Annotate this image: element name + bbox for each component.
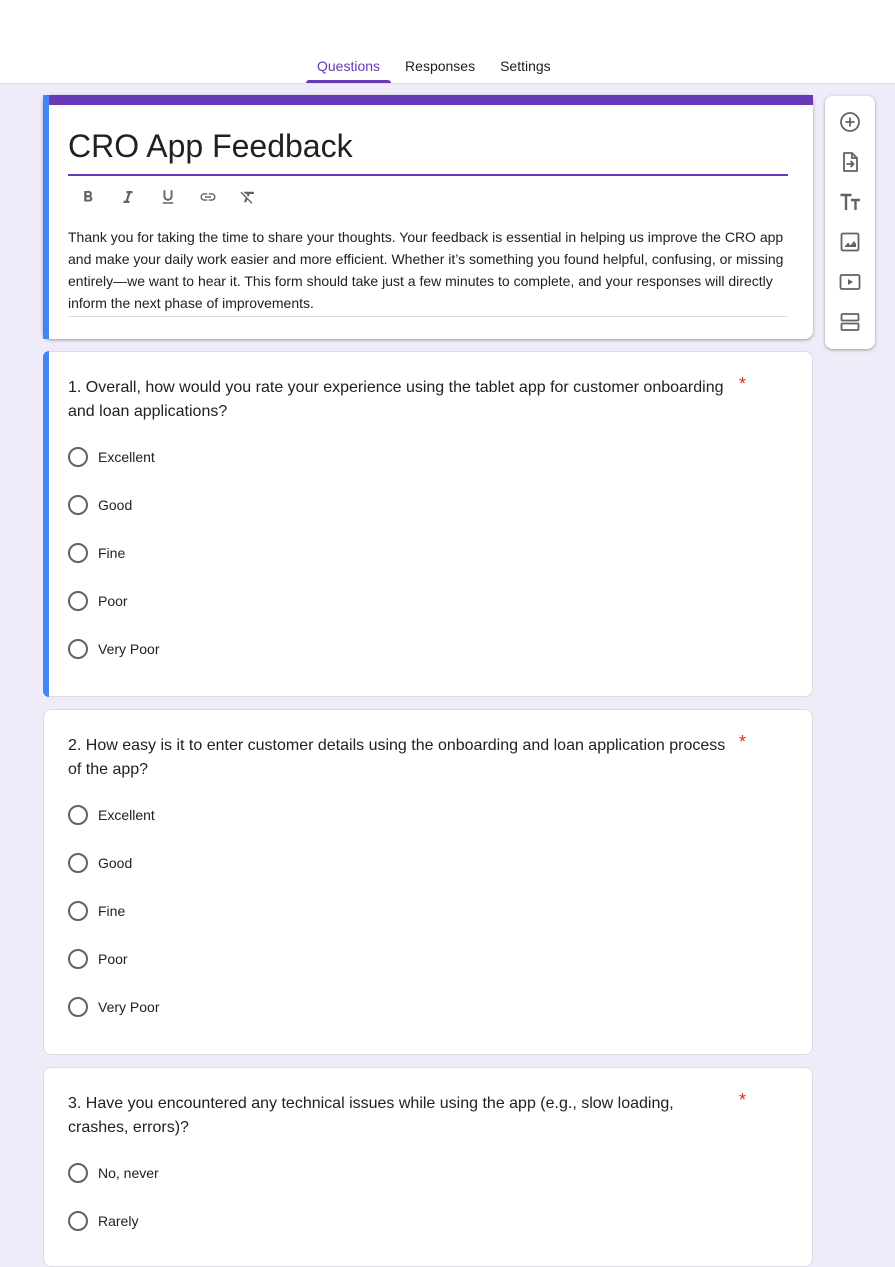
- radio-button[interactable]: [68, 949, 88, 969]
- option-label: Good: [98, 855, 133, 871]
- question-card-2[interactable]: [43, 709, 813, 1055]
- radio-button[interactable]: [68, 1211, 88, 1231]
- radio-button[interactable]: [68, 805, 88, 825]
- option-label: No, never: [98, 1165, 159, 1181]
- radio-option[interactable]: [68, 1197, 159, 1245]
- radio-button[interactable]: [68, 1163, 88, 1183]
- import-questions-icon[interactable]: [838, 150, 862, 174]
- radio-button[interactable]: [68, 591, 88, 611]
- form-title-input[interactable]: CRO App Feedback: [68, 125, 788, 176]
- radio-option[interactable]: [68, 935, 159, 983]
- radio-button[interactable]: [68, 901, 88, 921]
- option-label: Excellent: [98, 807, 155, 823]
- option-label: Very Poor: [98, 641, 160, 657]
- question-title: 2. How easy is it to enter customer details using the onboarding and loan application process of the app?: [68, 737, 726, 778]
- radio-option[interactable]: [68, 481, 159, 529]
- option-list: [68, 1149, 159, 1245]
- radio-option[interactable]: [68, 577, 159, 625]
- question-title: 3. Have you encountered any technical issues while using the app (e.g., slow loading, crashes, errors)?: [68, 1095, 674, 1136]
- option-label: Excellent: [98, 449, 155, 465]
- option-label: Poor: [98, 593, 128, 609]
- link-icon[interactable]: [198, 186, 218, 208]
- required-asterisk: *: [739, 374, 747, 394]
- radio-button[interactable]: [68, 543, 88, 563]
- tab-settings[interactable]: Settings: [500, 58, 551, 74]
- required-asterisk: *: [739, 732, 747, 752]
- radio-button[interactable]: [68, 639, 88, 659]
- option-label: Rarely: [98, 1213, 139, 1229]
- radio-option[interactable]: [68, 839, 159, 887]
- add-section-icon[interactable]: [838, 310, 862, 334]
- option-label: Good: [98, 497, 133, 513]
- add-video-icon[interactable]: [838, 270, 862, 294]
- focus-indicator: [43, 351, 49, 697]
- radio-button[interactable]: [68, 447, 88, 467]
- question-card-1[interactable]: [43, 351, 813, 697]
- radio-option[interactable]: [68, 529, 159, 577]
- question-card-3[interactable]: [43, 1067, 813, 1267]
- option-label: Poor: [98, 951, 128, 967]
- bold-icon[interactable]: [78, 186, 98, 208]
- add-question-icon[interactable]: [838, 110, 862, 134]
- radio-button[interactable]: [68, 853, 88, 873]
- radio-button[interactable]: [68, 997, 88, 1017]
- italic-icon[interactable]: [118, 186, 138, 208]
- top-bar: [0, 0, 895, 84]
- option-list: [68, 791, 159, 1031]
- form-header-card[interactable]: [43, 95, 813, 339]
- radio-option[interactable]: [68, 791, 159, 839]
- form-tabs: [306, 52, 562, 83]
- floating-toolbar: [825, 96, 875, 349]
- add-title-icon[interactable]: [838, 190, 862, 214]
- required-asterisk: *: [739, 1090, 747, 1110]
- option-list: [68, 433, 159, 673]
- radio-option[interactable]: [68, 887, 159, 935]
- focus-indicator: [43, 95, 49, 339]
- option-label: Fine: [98, 903, 126, 919]
- question-title: 1. Overall, how would you rate your experience using the tablet app for customer onboarding and loan applications?: [68, 379, 724, 420]
- tab-responses[interactable]: Responses: [405, 58, 476, 74]
- radio-option[interactable]: [68, 983, 159, 1031]
- text-format-toolbar: [78, 186, 258, 208]
- header-accent-stripe: [43, 95, 813, 105]
- option-label: Fine: [98, 545, 126, 561]
- underline-icon[interactable]: [158, 186, 178, 208]
- radio-option[interactable]: [68, 433, 159, 481]
- add-image-icon[interactable]: [838, 230, 862, 254]
- tab-questions[interactable]: Questions: [306, 52, 391, 83]
- form-description-input[interactable]: Thank you for taking the time to share your thoughts. Your feedback is essential in helping us improve the CRO app and make your daily work easier and more efficient. Whether it’s something you found helpful, confusing, or missing entirely—we want to hear it. This form should take just a few minutes to complete, and your responses will directly inform the next phase of improvements.: [68, 226, 788, 317]
- radio-button[interactable]: [68, 495, 88, 515]
- radio-option[interactable]: [68, 1149, 159, 1197]
- clear-format-icon[interactable]: [238, 186, 258, 208]
- option-label: Very Poor: [98, 999, 160, 1015]
- radio-option[interactable]: [68, 625, 159, 673]
